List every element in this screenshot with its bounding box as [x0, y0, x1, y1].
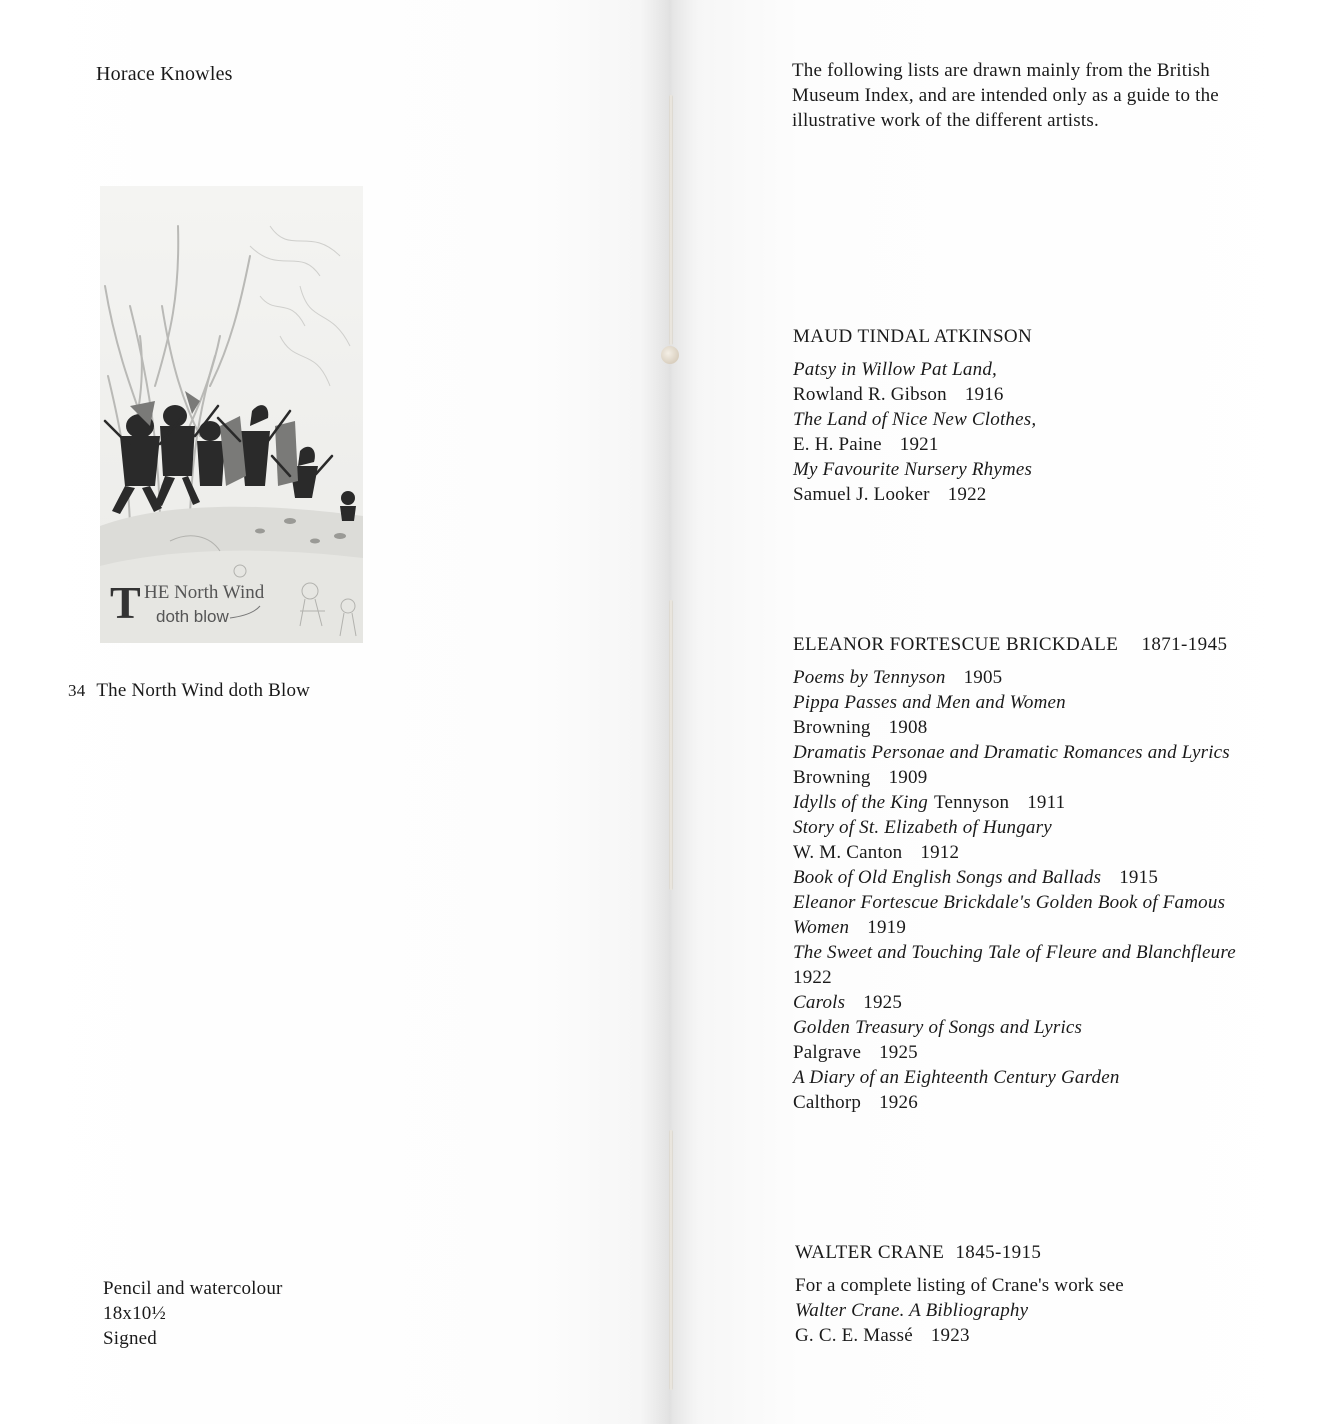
book-author: W. M. Canton — [793, 842, 903, 863]
artist-heading — [793, 634, 1236, 656]
book-title: Story of St. Elizabeth of Hungary — [793, 817, 1052, 838]
book-author: Rowland R. Gibson — [793, 384, 947, 405]
book-author: Calthorp — [793, 1092, 862, 1113]
bibliography-line — [793, 965, 1236, 990]
bibliography-line — [793, 890, 1236, 915]
artist-dates: 1871-1945 — [1141, 634, 1228, 655]
bibliography-line — [795, 1298, 1124, 1323]
bibliography-line — [793, 665, 1236, 690]
book-title: Idylls of the King — [793, 792, 929, 813]
artist-heading: MAUD TINDAL ATKINSON — [793, 326, 1033, 347]
book-author: G. C. E. Massé — [795, 1325, 913, 1346]
book-year: 1925 — [863, 992, 903, 1013]
book-title: My Favourite Nursery Rhymes — [793, 459, 1033, 480]
intro-paragraph — [792, 58, 1219, 133]
bibliography-list — [793, 665, 1236, 1115]
bibliography-line — [793, 815, 1236, 840]
bibliography-line — [793, 1090, 1236, 1115]
plate-medium: Pencil and watercolour — [103, 1278, 283, 1299]
book-author: Browning — [793, 767, 871, 788]
plate-signed: Signed — [103, 1328, 157, 1349]
bibliography-line — [793, 407, 1036, 432]
section-crane — [795, 1242, 1124, 1348]
bibliography-line — [793, 915, 1236, 940]
book-author: Palgrave — [793, 1042, 862, 1063]
bibliography-line — [793, 432, 1036, 457]
book-author: 1922 — [793, 967, 832, 988]
artist-name: ELEANOR FORTESCUE BRICKDALE — [793, 634, 1119, 655]
bibliography-line — [793, 1065, 1236, 1090]
book-title: Women — [793, 917, 850, 938]
book-year: 1905 — [963, 667, 1003, 688]
book-title: Carols — [793, 992, 846, 1013]
binding-knot-1 — [661, 346, 679, 364]
plate-number: 34 — [68, 681, 86, 700]
plate-title: The North Wind doth Blow — [96, 680, 311, 701]
binding-stitch-2 — [669, 600, 673, 890]
book-title: Dramatis Personae and Dramatic Romances and Lyrics — [793, 742, 1230, 763]
illustration-caption-line1: HE North Wind — [144, 582, 265, 603]
book-year: 1908 — [888, 717, 928, 738]
book-title: Golden Treasury of Songs and Lyrics — [793, 1017, 1083, 1038]
book-year: 1911 — [1027, 792, 1066, 813]
book-year: 1909 — [888, 767, 928, 788]
book-author: For a complete listing of Crane's work see — [795, 1275, 1124, 1296]
bibliography-line — [793, 382, 1036, 407]
book-year: 1926 — [879, 1092, 918, 1113]
plate-caption — [68, 678, 310, 703]
bibliography-line — [793, 740, 1236, 765]
book-year: 1916 — [964, 384, 1004, 405]
bibliography-line — [793, 690, 1236, 715]
book-year: 1915 — [1119, 867, 1159, 888]
book-author: Samuel J. Looker — [793, 484, 930, 505]
illustration-plate — [100, 186, 363, 643]
binding-stitch-3 — [669, 1130, 673, 1390]
book-title: Eleanor Fortescue Brickdale's Golden Book of Famous — [793, 892, 1226, 913]
book-title: Poems by Tennyson — [793, 667, 946, 688]
book-title: Walter Crane. A Bibliography — [795, 1300, 1029, 1321]
artist-name: Horace Knowles — [96, 63, 233, 85]
book-year: 1919 — [867, 917, 907, 938]
book-author: E. H. Paine — [793, 434, 882, 455]
plate-dimensions: 18x10½ — [103, 1303, 166, 1324]
book-title: The Land of Nice New Clothes, — [793, 409, 1037, 430]
book-title: A Diary of an Eighteenth Century Garden — [793, 1067, 1120, 1088]
intro-line-3: illustrative work of the different artists. — [792, 110, 1099, 131]
book-title: Patsy in Willow Pat Land, — [793, 359, 997, 380]
artist-name: WALTER CRANE — [795, 1242, 945, 1263]
book-year: 1925 — [879, 1042, 918, 1063]
bibliography-line — [793, 715, 1236, 740]
bibliography-line — [793, 1040, 1236, 1065]
bibliography-line — [793, 765, 1236, 790]
bibliography-line — [793, 790, 1236, 815]
drop-cap-initial: T — [110, 577, 141, 628]
book-year: 1922 — [947, 484, 987, 505]
bibliography-line — [793, 940, 1236, 965]
bibliography-line — [793, 482, 1036, 507]
book-title: Book of Old English Songs and Ballads — [793, 867, 1102, 888]
bibliography-line — [795, 1273, 1124, 1298]
bibliography-list — [795, 1273, 1124, 1348]
bibliography-line — [793, 357, 1036, 382]
artist-dates: 1845-1915 — [955, 1242, 1042, 1263]
book-author: Browning — [793, 717, 871, 738]
bibliography-line — [795, 1323, 1124, 1348]
north-wind-illustration — [100, 186, 363, 643]
book-year: 1921 — [899, 434, 939, 455]
bibliography-line — [793, 457, 1036, 482]
bibliography-line — [793, 865, 1236, 890]
book-year: 1923 — [930, 1325, 970, 1346]
bibliography-line — [793, 1015, 1236, 1040]
artist-heading — [795, 1242, 1124, 1264]
bibliography-line — [793, 990, 1236, 1015]
illustration-caption-line2: doth blow — [156, 607, 229, 626]
book-author: Tennyson — [934, 792, 1010, 813]
intro-line-2: Museum Index, and are intended only as a guide to the — [792, 85, 1219, 106]
intro-line-1: The following lists are drawn mainly from the British — [792, 60, 1210, 81]
section-brickdale — [793, 634, 1236, 1115]
section-atkinson — [793, 326, 1036, 507]
binding-stitch-1 — [669, 95, 673, 345]
book-title: The Sweet and Touching Tale of Fleure and Blanchfleure — [793, 942, 1236, 963]
bibliography-list — [793, 357, 1036, 507]
bibliography-line — [793, 840, 1236, 865]
book-year: 1912 — [920, 842, 960, 863]
book-title: Pippa Passes and Men and Women — [793, 692, 1066, 713]
